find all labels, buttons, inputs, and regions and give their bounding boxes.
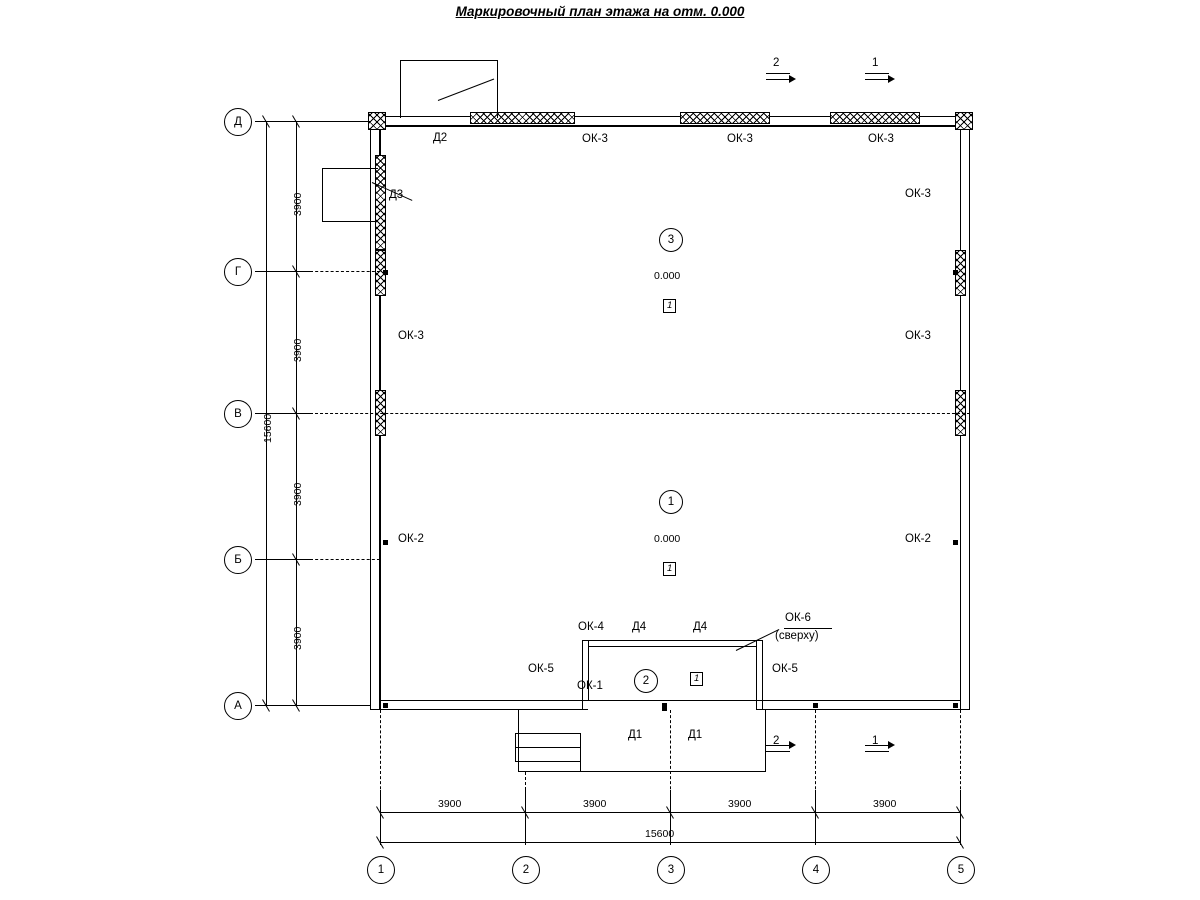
stair-line-2 (515, 747, 581, 748)
hdim-3: 3900 (728, 798, 752, 810)
window-label-ok1: ОК-1 (577, 680, 603, 692)
door-label-d4-left: Д4 (632, 621, 647, 633)
window-label-ok6-underline (784, 628, 832, 629)
door-d2-leader (438, 79, 494, 101)
window-label-top-3: ОК-3 (868, 133, 894, 145)
axis-bubble-a: А (224, 692, 252, 720)
stair-line-1 (515, 733, 581, 734)
window-label-left-lower: ОК-2 (398, 533, 424, 545)
window-label-right-lower: ОК-2 (905, 533, 931, 545)
section-mark-top-left-label: 2 (773, 57, 780, 69)
vdim-2: 3900 (292, 338, 304, 362)
vestibule-outer-left (518, 710, 519, 772)
door-label-d4-right: Д4 (693, 621, 708, 633)
column-d5 (955, 112, 973, 130)
vestibule-inner-top (582, 640, 762, 641)
axis-bubble-g: Г (224, 258, 252, 286)
wall-top-inner-face (380, 126, 960, 127)
section-mark-top-right-arrow-line (865, 79, 889, 80)
vdim-1: 3900 (292, 192, 304, 216)
section-mark-top-left-line (766, 73, 790, 74)
zone-2-node: 1 (690, 672, 703, 686)
porch-top-left-wall-right (497, 60, 498, 118)
window-mark-right-a (953, 703, 958, 708)
door-label-d3: Д3 (389, 189, 404, 201)
zone-1-node: 1 (663, 562, 676, 576)
axis-bubble-4: 4 (802, 856, 830, 884)
axis-line-a (255, 705, 370, 706)
zone-marker-2: 2 (634, 669, 658, 693)
hdim-total: 15600 (645, 828, 675, 840)
axis-bubble-b: Б (224, 546, 252, 574)
hdim-2: 3900 (583, 798, 607, 810)
window-label-right-upper: ОК-3 (905, 188, 931, 200)
axis-bubble-v: В (224, 400, 252, 428)
zone-marker-3: 3 (659, 228, 683, 252)
hdim-total-line (380, 842, 960, 843)
section-mark-top-left-arrow-line (766, 79, 790, 80)
vdim-total: 15600 (262, 413, 274, 443)
axis-bubble-3: 3 (657, 856, 685, 884)
axis-line-g (255, 271, 310, 272)
wall-top-hatch-2 (680, 112, 770, 124)
window-label-left-mid: ОК-3 (398, 330, 424, 342)
window-label-ok5-right: ОК-5 (772, 663, 798, 675)
section-mark-top-right-arrowhead (888, 75, 895, 83)
porch-left-wall-top (322, 168, 378, 169)
vestibule-outer-bottom (518, 771, 766, 772)
section-mark-bottom-left-arrow-line (766, 745, 790, 746)
section-mark-bottom-right-arrowhead (888, 741, 895, 749)
section-mark-bottom-left-label: 2 (773, 735, 780, 747)
opening-ok5-left (520, 700, 582, 710)
vestibule-inner-top-2 (588, 646, 756, 647)
vestibule-outer-right (765, 710, 766, 772)
porch-top-left-wall-left (400, 60, 401, 118)
section-mark-bottom-right-arrow-line (865, 745, 889, 746)
vestibule-inner-right (756, 640, 757, 710)
door-d1-mark (662, 703, 667, 711)
vestibule-inner-left (582, 640, 583, 710)
axis-bubble-5: 5 (947, 856, 975, 884)
zone-marker-1: 1 (659, 490, 683, 514)
vdim-4: 3900 (292, 626, 304, 650)
window-mark-bottom-4 (813, 703, 818, 708)
door-label-d2: Д2 (433, 132, 448, 144)
section-mark-top-right-line (865, 73, 889, 74)
axis-line-4 (815, 790, 816, 845)
stair-line-3 (515, 761, 581, 762)
window-label-ok5-left: ОК-5 (528, 663, 554, 675)
door-label-d1-left: Д1 (628, 729, 643, 741)
porch-left-wall-left (322, 168, 323, 222)
window-label-ok4: ОК-4 (578, 621, 604, 633)
section-mark-bottom-right-line (865, 751, 889, 752)
window-mark-right-g (953, 270, 958, 275)
wall-left-entry-hatch (375, 155, 386, 250)
section-mark-top-left-arrowhead (789, 75, 796, 83)
stair-edge-right (580, 733, 581, 771)
axis-line-2 (525, 790, 526, 845)
vestibule-inner-right-2 (762, 640, 763, 710)
axis-line-d (255, 121, 370, 122)
hdim-4: 3900 (873, 798, 897, 810)
zone-3-elevation: 0.000 (654, 270, 681, 282)
axis-line-v-dashed (310, 413, 970, 414)
axis-line-b-dash (310, 559, 380, 560)
zone-1-elevation: 0.000 (654, 533, 681, 545)
opening-vestibule-gap-line (588, 700, 756, 701)
axis-bubble-2: 2 (512, 856, 540, 884)
window-mark-left-g (383, 270, 388, 275)
zone-3-node: 1 (663, 299, 676, 313)
axis-line-5 (960, 790, 961, 845)
window-label-top-2: ОК-3 (727, 133, 753, 145)
column-d1 (368, 112, 386, 130)
window-label-top-1: ОК-3 (582, 133, 608, 145)
section-mark-bottom-left-arrowhead (789, 741, 796, 749)
door-label-d1-right: Д1 (688, 729, 703, 741)
page-title: Маркировочный план этажа на отм. 0.000 (455, 4, 745, 19)
axis-line-b (255, 559, 310, 560)
axis-line-g-dash (310, 271, 380, 272)
stair-edge-left (515, 733, 516, 761)
axis-bubble-d: Д (224, 108, 252, 136)
porch-top-left-wall-top (400, 60, 498, 61)
opening-vestibule-gap (588, 700, 756, 710)
vdim-3: 3900 (292, 482, 304, 506)
window-mark-right-b (953, 540, 958, 545)
hdim-1: 3900 (438, 798, 462, 810)
window-label-right-mid: ОК-3 (905, 330, 931, 342)
section-mark-bottom-left-line (766, 751, 790, 752)
wall-top-hatch-1 (470, 112, 575, 124)
window-label-ok6-note: (сверху) (775, 630, 819, 642)
section-mark-top-right-label: 1 (872, 57, 879, 69)
axis-line-1 (380, 790, 381, 845)
window-label-ok6: ОК-6 (785, 612, 811, 624)
wall-top-hatch-3 (830, 112, 920, 124)
section-mark-bottom-right-label: 1 (872, 735, 879, 747)
porch-left-wall-bottom (322, 221, 378, 222)
window-mark-left-b (383, 540, 388, 545)
window-mark-left-a (383, 703, 388, 708)
axis-bubble-1: 1 (367, 856, 395, 884)
